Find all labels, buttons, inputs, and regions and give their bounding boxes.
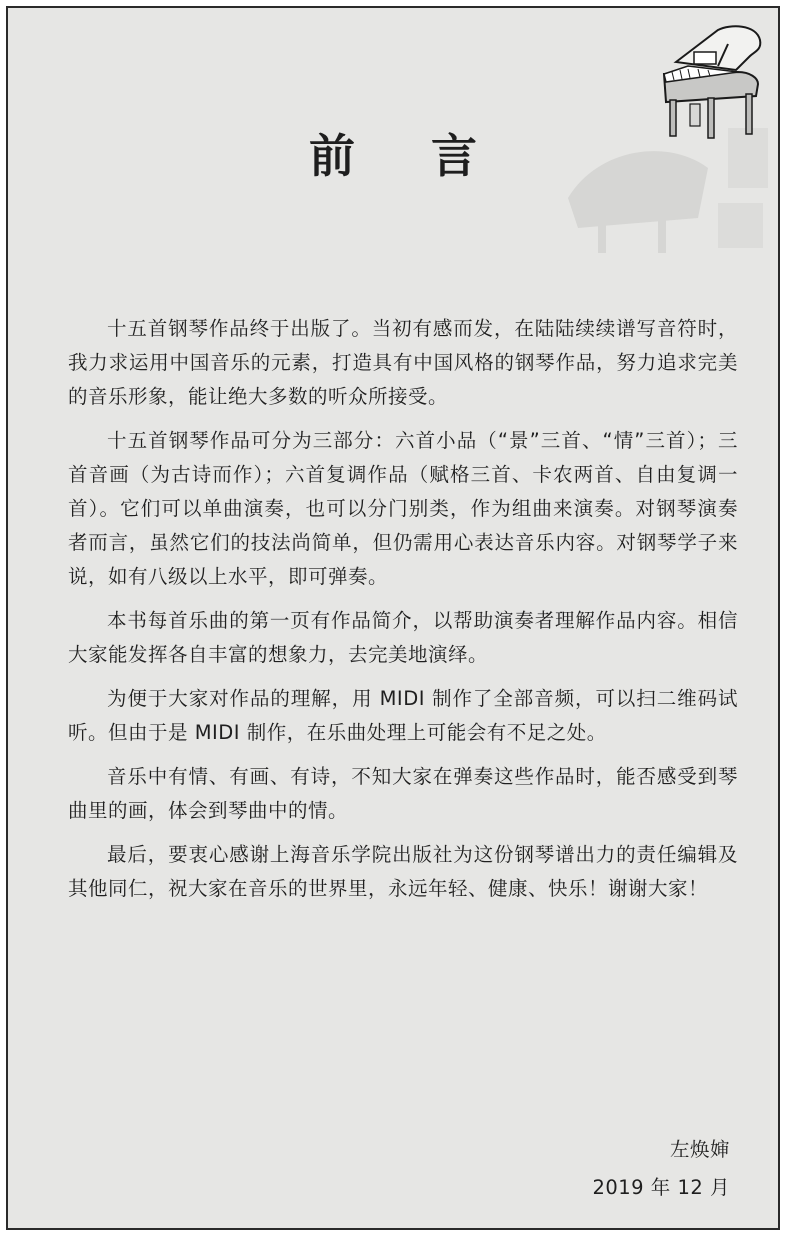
paragraph: 十五首钢琴作品终于出版了。当初有感而发，在陆陆续续谱写音符时，我力求运用中国音乐的元素，打造具有中国风格的钢琴作品，努力追求完美的音乐形象，能让绝大多数的听众所接受。 xyxy=(68,317,738,408)
paragraph: 最后，要衷心感谢上海音乐学院出版社为这份钢琴谱出力的责任编辑及其他同仁，祝大家在音乐的世界里，永远年轻、健康、快乐！谢谢大家！ xyxy=(68,843,738,900)
author-signature: 左焕婶 xyxy=(669,1138,730,1161)
paragraph: 十五首钢琴作品可分为三部分：六首小品（“景”三首、“情”三首）；三首音画（为古诗而作）；六首复调作品（赋格三首、卡农两首、自由复调一首）。它们可以单曲演奏，也可以分门别类，作为组曲来演奏。对钢琴演奏者而言，虽然它们的技法尚简单，但仍需用心表达音乐内容。对钢琴学子来说，如有八级以上水平，即可弹奏。 xyxy=(68,429,738,588)
document-page xyxy=(6,6,780,1230)
preface-body xyxy=(68,312,738,916)
paragraph: 为便于大家对作品的理解，用 MIDI 制作了全部音频，可以扫二维码试听。但由于是 MIDI 制作，在乐曲处理上可能会有不足之处。 xyxy=(68,687,738,744)
paragraph: 本书每首乐曲的第一页有作品简介，以帮助演奏者理解作品内容。相信大家能发挥各自丰富的想象力，去完美地演绎。 xyxy=(68,609,738,666)
date-line: 2019 年 12 月 xyxy=(592,1176,730,1199)
paragraph: 音乐中有情、有画、有诗，不知大家在弹奏这些作品时，能否感受到琴曲里的画，体会到琴曲中的情。 xyxy=(68,765,738,822)
page-title: 前 言 xyxy=(308,129,507,183)
